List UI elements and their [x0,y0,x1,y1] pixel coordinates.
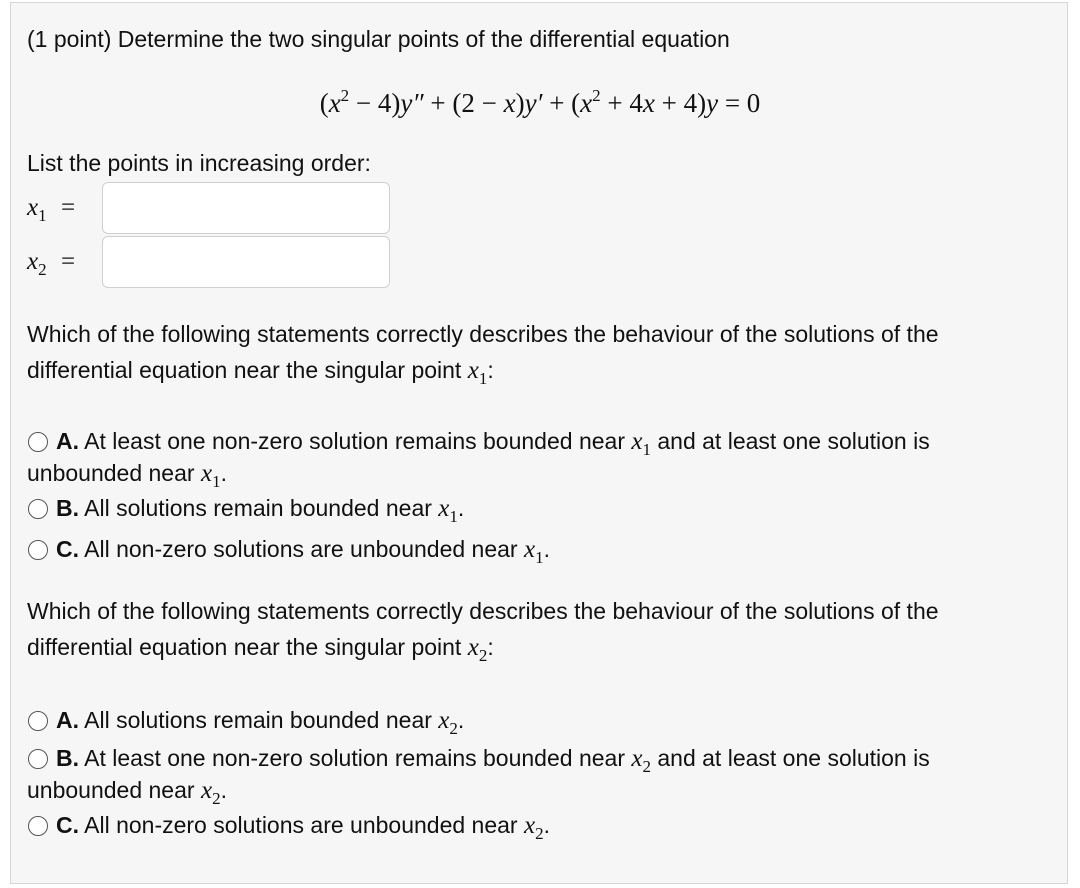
q2-option-a[interactable]: A. All solutions remain bounded near $x_2$. [56,707,465,738]
q1-option-b-radio[interactable] [28,499,48,519]
q2-option-b-radio[interactable] [28,749,48,769]
x1-input[interactable] [102,182,390,234]
q1-option-c[interactable]: C. All non-zero solutions are unbounded near $x_1$. [56,536,550,567]
q1-option-a[interactable]: A. At least one non-zero solution remains bounded near $x_1$ and at least one solution is [56,428,930,459]
x2-input[interactable] [102,236,390,288]
point-label: (1 point) [27,26,112,52]
q2-prompt-line2: differential equation near the singular point $x_2$: [27,634,494,665]
q2-option-a-radio[interactable] [28,711,48,731]
q1-prompt-line2: differential equation near the singular point $x_1$: [27,357,494,388]
x2-label: $x_2$ = [27,248,76,279]
q2-option-b-line2: unbounded near $x_2$. [27,777,227,808]
q2-prompt-line1: Which of the following statements correctly describes the behaviour of the solutions of the [27,598,939,624]
list-instruction: List the points in increasing order: [27,150,371,176]
q1-option-a-radio[interactable] [28,432,48,452]
q1-prompt-line1: Which of the following statements correctly describes the behaviour of the solutions of the [27,321,939,347]
q1-option-c-radio[interactable] [28,540,48,560]
x1-label: $x_1$ = [27,194,76,225]
q1-option-a-line2: unbounded near $x_1$. [27,460,227,491]
problem-header [27,24,730,54]
q2-option-c[interactable]: C. All non-zero solutions are unbounded near $x_2$. [56,812,550,843]
differential-equation: $(x^2 - 4)y'' + (2 - x)y' + (x^2 + 4x + 4)y = 0$ [319,86,761,118]
q2-option-b[interactable]: B. At least one non-zero solution remains bounded near $x_2$ and at least one solution is [56,745,930,776]
problem-prompt: Determine the two singular points of the differential equation [117,26,730,52]
q2-option-c-radio[interactable] [28,816,48,836]
q1-option-b[interactable]: B. All solutions remain bounded near $x_1$. [56,495,465,526]
